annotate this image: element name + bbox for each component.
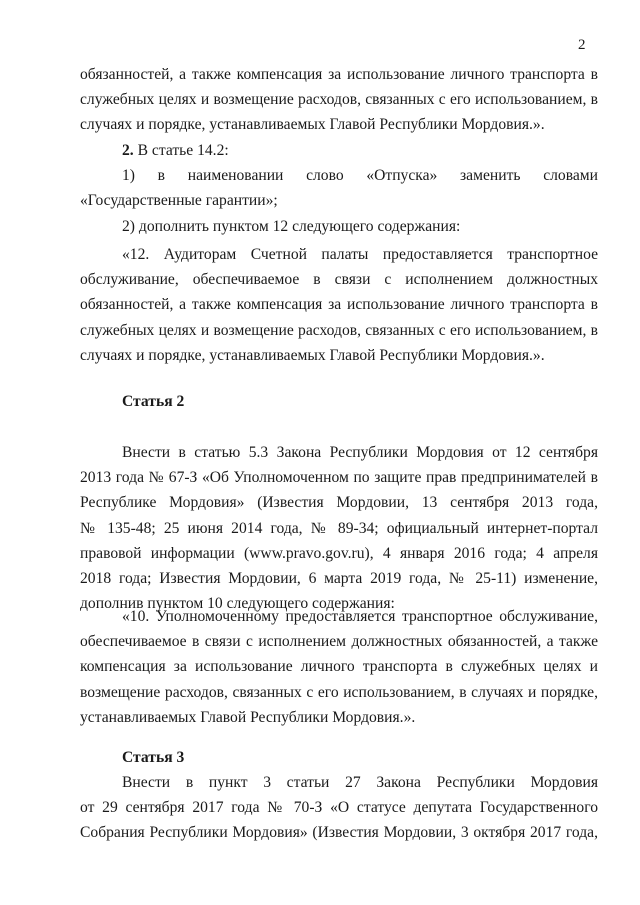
item-text: В статье 14.2:: [133, 142, 229, 159]
text-line: обеспечиваемое в связи с исполнением должностных обязанностей, а также: [80, 633, 598, 651]
article-3-heading: Статья 3: [122, 749, 185, 766]
text-line: от 29 сентября 2017 года № 70-З «О статусе депутата Государственного: [80, 799, 598, 817]
item-2-paragraph: [80, 138, 598, 239]
quote-10-paragraph: [80, 604, 598, 730]
text-line: служебных целях и возмещение расходов, связанных с его использованием, в: [80, 91, 598, 109]
text-line: дополнив пунктом 10 следующего содержания:: [80, 595, 395, 613]
text-line: [80, 138, 598, 163]
text-line: возмещение расходов, связанных с его использованием, в случаях и порядке,: [80, 683, 598, 701]
article-3-paragraph: [80, 770, 598, 846]
text-line: Собрания Республики Мордовия» (Известия Мордовии, 3 октября 2017 года,: [80, 824, 598, 842]
text-line: Внести в пункт 3 статьи 27 Закона Республики Мордовия: [122, 774, 598, 791]
text-line: правовой информации (www.pravo.gov.ru), 4 января 2016 года; 4 апреля: [80, 544, 598, 562]
text-line: компенсация за использование личного транспорта в служебных целях и: [80, 658, 598, 676]
text-line: «10. Уполномоченному предоставляется транспортное обслуживание,: [122, 608, 598, 625]
text-line: служебных целях и возмещение расходов, связанных с его использованием, в: [80, 321, 598, 339]
text-line: Республике Мордовия» (Известия Мордовии, 13 сентября 2013 года,: [80, 494, 598, 512]
continuation-paragraph: [80, 62, 598, 138]
text-line: «12. Аудиторам Счетной палаты предоставляется транспортное: [122, 246, 598, 263]
article-2-heading: Статья 2: [122, 393, 185, 410]
text-line: случаях и порядке, устанавливаемых Главой Республики Мордовия.».: [80, 116, 545, 134]
page-number: 2: [578, 37, 586, 53]
text-line: 2013 года № 67-З «Об Уполномоченном по защите прав предпринимателей в: [80, 469, 598, 487]
article-2-paragraph: [80, 440, 598, 616]
text-line: № 135-48; 25 июня 2014 года, № 89-34; официальный интернет-портал: [80, 519, 598, 537]
text-line: случаях и порядке, устанавливаемых Главой Республики Мордовия.».: [80, 346, 545, 364]
item-number: 2.: [122, 142, 134, 159]
text-line: «Государственные гарантии»;: [80, 192, 278, 210]
text-line: устанавливаемых Главой Республики Мордовия.».: [80, 708, 416, 726]
text-line: обслуживание, обеспечиваемое в связи с исполнением должностных: [80, 271, 598, 289]
quote-12-paragraph: [80, 242, 598, 368]
text-line: 1) в наименовании слово «Отпуска» заменить словами: [122, 167, 598, 185]
text-line: 2) дополнить пунктом 12 следующего содержания:: [122, 217, 461, 235]
text-line: обязанностей, а также компенсация за использование личного транспорта в: [80, 66, 598, 83]
text-line: обязанностей, а также компенсация за использование личного транспорта в: [80, 296, 598, 314]
text-line: Внести в статью 5.3 Закона Республики Мордовия от 12 сентября: [122, 444, 598, 461]
text-line: 2018 года; Известия Мордовии, 6 марта 2019 года, № 25-11) изменение,: [80, 569, 598, 587]
